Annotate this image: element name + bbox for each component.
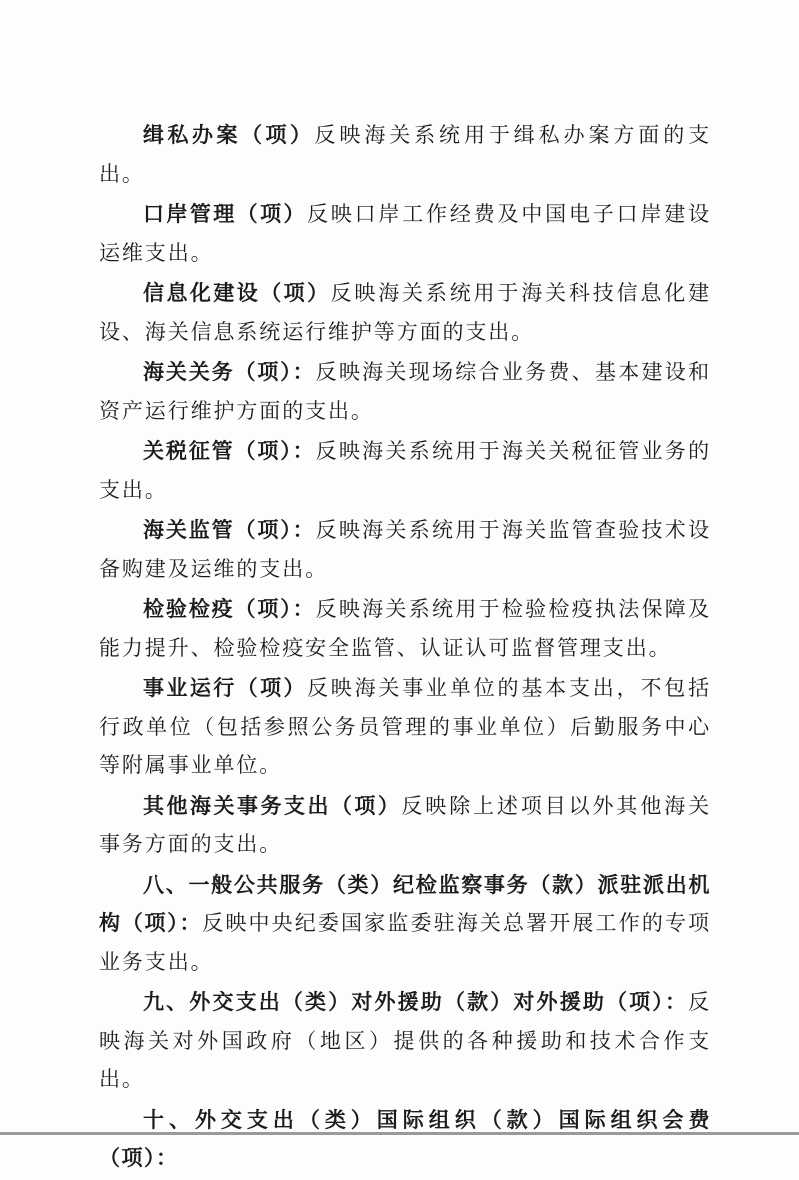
paragraph-customs-affairs — [99, 353, 711, 430]
section-description: 反映海关对外国政府（地区）提供的各种援助和技术合作支出。 — [99, 990, 711, 1091]
item-heading: 事业运行（项） — [143, 675, 307, 700]
item-description: 反映海关系统用于缉私办案方面的支出。 — [99, 123, 711, 186]
section-heading: 九、外交支出（类）对外援助（款）对外援助（项）： — [143, 989, 689, 1014]
scan-edge-line — [0, 1132, 799, 1135]
item-description: 反映海关系统用于海关关税征管业务的支出。 — [99, 439, 711, 502]
item-heading: 信息化建设（项） — [143, 280, 331, 305]
item-heading: 口岸管理（项） — [143, 201, 307, 226]
item-description: 反映海关系统用于检验检疫执法保障及能力提升、检验检疫安全监管、认证认可监督管理支出。 — [99, 597, 711, 660]
section-heading: 十、外交支出（类）国际组织（款）国际组织会费（项）： — [99, 1106, 711, 1170]
item-description: 反映海关现场综合业务费、基本建设和资产运行维护方面的支出。 — [99, 360, 711, 423]
paragraph-tariff-collection — [99, 432, 711, 509]
paragraph-section-9 — [99, 983, 711, 1099]
section-heading: 八、一般公共服务（类）纪检监察事务（款）派驻派出机构（项）： — [99, 871, 711, 935]
paragraph-section-8 — [99, 866, 711, 982]
item-heading: 其他海关事务支出（项） — [143, 792, 402, 818]
item-heading: 缉私办案（项） — [143, 122, 315, 147]
paragraph-institution-operation — [99, 669, 711, 785]
item-description: 反映口岸工作经费及中国电子口岸建设运维支出。 — [99, 202, 711, 265]
item-heading: 检验检疫（项）： — [143, 596, 316, 621]
item-description: 反映除上述项目以外其他海关事务方面的支出。 — [99, 793, 711, 856]
paragraph-customs-supervision — [99, 511, 711, 588]
paragraph-informatization — [99, 274, 711, 351]
document-body — [99, 116, 711, 1180]
paragraph-other-customs-affairs — [99, 787, 711, 864]
item-heading: 海关监管（项）： — [143, 517, 316, 542]
item-description: 反映海关系统用于海关监管查验技术设备购建及运维的支出。 — [99, 518, 711, 581]
item-description: 反映海关系统用于海关科技信息化建设、海关信息系统运行维护等方面的支出。 — [99, 281, 711, 344]
item-heading: 海关关务（项）： — [143, 359, 316, 384]
paragraph-port-management — [99, 195, 711, 272]
item-heading: 关税征管（项）： — [143, 438, 316, 463]
section-description: 反映中央纪委国家监委驻海关总署开展工作的专项业务支出。 — [99, 911, 711, 974]
paragraph-anti-smuggling — [99, 116, 711, 193]
paragraph-section-10 — [99, 1101, 711, 1178]
item-description: 反映海关事业单位的基本支出，不包括行政单位（包括参照公务员管理的事业单位）后勤服务中心等附属事业单位。 — [99, 676, 711, 777]
paragraph-inspection-quarantine — [99, 590, 711, 667]
